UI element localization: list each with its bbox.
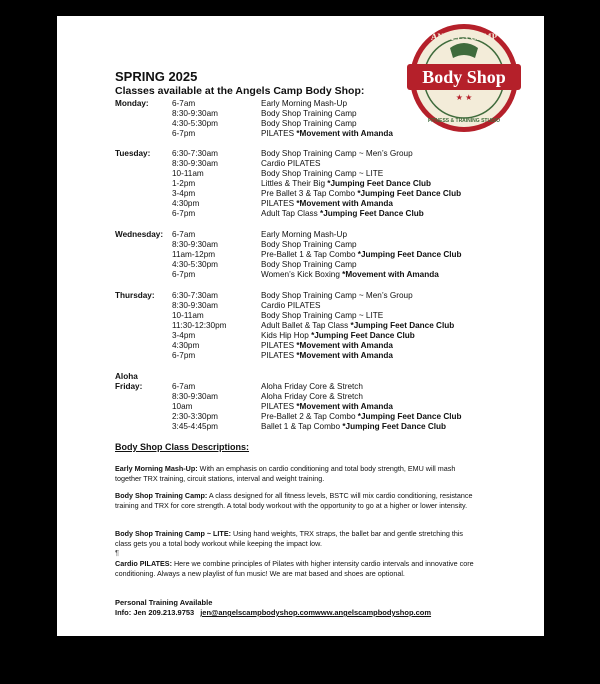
- schedule-time: 6-7am: [172, 230, 196, 239]
- schedule-class: [261, 99, 347, 109]
- class-name: Aloha Friday Core & Stretch: [261, 382, 363, 391]
- schedule-time: 2:30-3:30pm: [172, 412, 218, 421]
- schedule-class: [261, 119, 357, 129]
- schedule-row: [0, 119, 600, 129]
- schedule-row: [0, 109, 600, 119]
- schedule-time: 3-4pm: [172, 331, 196, 340]
- class-name: Body Shop Training Camp: [261, 109, 357, 118]
- schedule-row: [0, 209, 600, 219]
- class-name: Body Shop Training Camp: [261, 240, 357, 249]
- schedule-class: [261, 331, 415, 341]
- schedule-class: [261, 321, 454, 331]
- schedule-row: [0, 412, 600, 422]
- schedule-row: [0, 311, 600, 321]
- page-subtitle: Classes available at the Angels Camp Body Shop:: [115, 85, 365, 97]
- email-website-link[interactable]: jen@angelscampbodyshop.comwww.angelscampbodyshop.com: [200, 608, 432, 617]
- schedule-time: 1-2pm: [172, 179, 196, 188]
- schedule-time: 4:30-5:30pm: [172, 260, 218, 269]
- schedule-time: 8:30-9:30am: [172, 301, 218, 310]
- schedule-time: 4:30-5:30pm: [172, 119, 218, 128]
- schedule-class: [261, 189, 461, 199]
- schedule-time: 10-11am: [172, 311, 204, 320]
- schedule-day: Monday:: [115, 99, 149, 108]
- schedule-class: [261, 291, 413, 301]
- schedule-row: [0, 321, 600, 331]
- schedule-time: 6-7am: [172, 99, 196, 108]
- class-name: Women’s Kick Boxing: [261, 270, 343, 279]
- class-instructor-tag: *Jumping Feet Dance Club: [311, 331, 415, 340]
- class-name: Body Shop Training Camp ~ Men’s Group: [261, 149, 413, 158]
- schedule-class: [261, 250, 462, 260]
- schedule-class: [261, 179, 431, 189]
- schedule-row: [0, 179, 600, 189]
- description-name: Body Shop Training Camp:: [115, 491, 208, 500]
- schedule-time: 4:30pm: [172, 199, 200, 208]
- schedule-class: [261, 260, 357, 270]
- class-name: Kids Hip Hop: [261, 331, 312, 340]
- schedule-row: [0, 159, 600, 169]
- schedule-class: [261, 149, 413, 159]
- phone-info: Info: Jen 209.213.9753: [115, 608, 195, 617]
- class-name: Aloha Friday Core & Stretch: [261, 392, 363, 401]
- schedule-row: [0, 392, 600, 402]
- schedule-row: [0, 372, 600, 382]
- schedule-class: [261, 230, 347, 240]
- schedule-time: 6-7pm: [172, 270, 196, 279]
- description-name: Cardio PILATES:: [115, 559, 172, 568]
- description-text: Using hand weights, TRX straps, the ballet bar and gentle stretching this class gets you a total body workout while keeping the impact low.: [115, 529, 464, 548]
- schedule-row: [0, 301, 600, 311]
- schedule-class: [261, 382, 363, 392]
- contact-info: [115, 608, 431, 617]
- class-name: Ballet 1 & Tap Combo: [261, 422, 343, 431]
- schedule-row: [0, 199, 600, 209]
- class-name: Adult Tap Class: [261, 209, 321, 218]
- schedule-class: [261, 159, 320, 169]
- schedule-time: 10am: [172, 402, 193, 411]
- schedule-time: 10-11am: [172, 169, 204, 178]
- class-name: PILATES: [261, 341, 297, 350]
- description-text: A class designed for all fitness levels, BSTC will mix cardio conditioning, resistance training and TRX for core strength. A total body workout with the opportunity to go at a higher or lower intensity.: [115, 491, 473, 510]
- class-instructor-tag: *Movement with Amanda: [296, 341, 393, 350]
- schedule-time: 11:30-12:30pm: [172, 321, 227, 330]
- schedule-class: [261, 422, 446, 432]
- schedule-day: Friday:: [115, 382, 143, 391]
- class-name: Adult Ballet & Tap Class: [261, 321, 351, 330]
- class-instructor-tag: *Jumping Feet Dance Club: [320, 209, 424, 218]
- class-instructor-tag: *Jumping Feet Dance Club: [342, 422, 447, 431]
- schedule-time: 6-7pm: [172, 351, 196, 360]
- schedule-time: 8:30-9:30am: [172, 159, 218, 168]
- class-instructor-tag: *Movement with Amanda: [296, 129, 393, 138]
- class-instructor-tag: *Jumping Feet Dance Club: [327, 179, 432, 188]
- schedule-row: [0, 270, 600, 280]
- schedule-time: 8:30-9:30am: [172, 109, 218, 118]
- schedule-row: [0, 99, 600, 109]
- schedule-row: [0, 240, 600, 250]
- descriptions-heading: Body Shop Class Descriptions:: [115, 442, 250, 452]
- schedule-row: [0, 129, 600, 139]
- description-early-morning: [115, 464, 480, 483]
- schedule-time: 6:30-7:30am: [172, 149, 218, 158]
- schedule-row: [0, 382, 600, 392]
- schedule-class: [261, 402, 393, 412]
- class-instructor-tag: *Jumping Feet Dance Club: [357, 412, 462, 421]
- schedule-time: 3-4pm: [172, 189, 196, 198]
- schedule-row: [0, 230, 600, 240]
- schedule-time: 6-7pm: [172, 209, 196, 218]
- schedule-time: 4:30pm: [172, 341, 200, 350]
- schedule-day: Aloha: [115, 372, 138, 381]
- class-name: Body Shop Training Camp: [261, 119, 357, 128]
- class-name: Pre-Ballet 1 & Tap Combo: [261, 250, 358, 259]
- schedule-row: [0, 169, 600, 179]
- class-instructor-tag: *Jumping Feet Dance Club: [357, 189, 462, 198]
- schedule-class: [261, 351, 393, 361]
- schedule-class: [261, 209, 424, 219]
- class-instructor-tag: *Movement with Amanda: [342, 270, 439, 279]
- page-title: SPRING 2025: [115, 69, 198, 84]
- schedule-time: 8:30-9:30am: [172, 392, 218, 401]
- class-name: Cardio PILATES: [261, 159, 321, 168]
- schedule-row: [0, 149, 600, 159]
- class-name: PILATES: [261, 351, 297, 360]
- class-name: Body Shop Training Camp: [261, 260, 357, 269]
- schedule-row: [0, 331, 600, 341]
- class-name: Body Shop Training Camp ~ LITE: [261, 311, 384, 320]
- schedule-time: 3:45-4:45pm: [172, 422, 218, 431]
- class-name: Early Morning Mash-Up: [261, 99, 347, 108]
- schedule-row: [0, 291, 600, 301]
- schedule-day: Tuesday:: [115, 149, 151, 158]
- svg-text:★ ★: ★ ★: [455, 93, 473, 102]
- schedule-time: 6-7am: [172, 382, 196, 391]
- schedule-row: [0, 402, 600, 412]
- class-name: Cardio PILATES: [261, 301, 321, 310]
- schedule-row: [0, 250, 600, 260]
- class-name: Body Shop Training Camp ~ LITE: [261, 169, 384, 178]
- schedule-class: [261, 240, 357, 250]
- schedule-class: [261, 412, 462, 422]
- class-name: Body Shop Training Camp ~ Men’s Group: [261, 291, 413, 300]
- description-cardio-pilates: [115, 559, 480, 578]
- schedule-time: 8:30-9:30am: [172, 240, 218, 249]
- description-name: Early Morning Mash-Up:: [115, 464, 198, 473]
- schedule-time: 6-7pm: [172, 129, 196, 138]
- class-name: PILATES: [261, 129, 297, 138]
- class-name: Early Morning Mash-Up: [261, 230, 347, 239]
- class-instructor-tag: *Movement with Amanda: [296, 402, 393, 411]
- schedule-day: Wednesday:: [115, 230, 164, 239]
- class-name: Pre Ballet 3 & Tap Combo: [261, 189, 358, 198]
- schedule-time: 11am-12pm: [172, 250, 216, 259]
- class-instructor-tag: *Movement with Amanda: [296, 351, 393, 360]
- schedule-class: [261, 270, 439, 280]
- description-text: With an emphasis on cardio conditioning and total body strength, EMU will mash together TRX training, circuit stations, interval and weight training.: [115, 464, 456, 483]
- schedule-class: [261, 392, 363, 402]
- pilcrow-mark: ¶: [115, 548, 120, 557]
- logo-top-text: ANGELS CAMP: [430, 32, 498, 42]
- schedule-row: [0, 189, 600, 199]
- class-instructor-tag: *Movement with Amanda: [296, 199, 393, 208]
- schedule-class: [261, 129, 393, 139]
- schedule-time: 6:30-7:30am: [172, 291, 218, 300]
- schedule-class: [261, 301, 320, 311]
- schedule-class: [261, 311, 383, 321]
- schedule-row: [0, 351, 600, 361]
- class-name: PILATES: [261, 199, 297, 208]
- schedule-class: [261, 199, 393, 209]
- description-training-camp-lite: [115, 529, 480, 548]
- personal-training-note: Personal Training Available: [115, 598, 213, 607]
- schedule-row: [0, 422, 600, 432]
- class-name: Littles & Their Big: [261, 179, 328, 188]
- schedule-row: [0, 341, 600, 351]
- description-training-camp: [115, 491, 480, 510]
- schedule-day: Thursday:: [115, 291, 155, 300]
- schedule-class: [261, 341, 393, 351]
- schedule-row: [0, 260, 600, 270]
- class-instructor-tag: *Jumping Feet Dance Club: [357, 250, 462, 259]
- description-text: Here we combine principles of Pilates with higher intensity cardio intervals and innovative core conditioning. Always a new playlist of fun music! We are mat based and shoes are optional.: [115, 559, 474, 578]
- logo-bottom-text: FITNESS & TRAINING STUDIO: [428, 118, 500, 124]
- description-name: Body Shop Training Camp ~ LITE:: [115, 529, 232, 538]
- schedule-class: [261, 109, 357, 119]
- schedule-class: [261, 169, 383, 179]
- class-instructor-tag: *Jumping Feet Dance Club: [350, 321, 455, 330]
- class-name: Pre-Ballet 2 & Tap Combo: [261, 412, 358, 421]
- class-name: PILATES: [261, 402, 297, 411]
- logo-banner-text: Body Shop: [422, 67, 506, 87]
